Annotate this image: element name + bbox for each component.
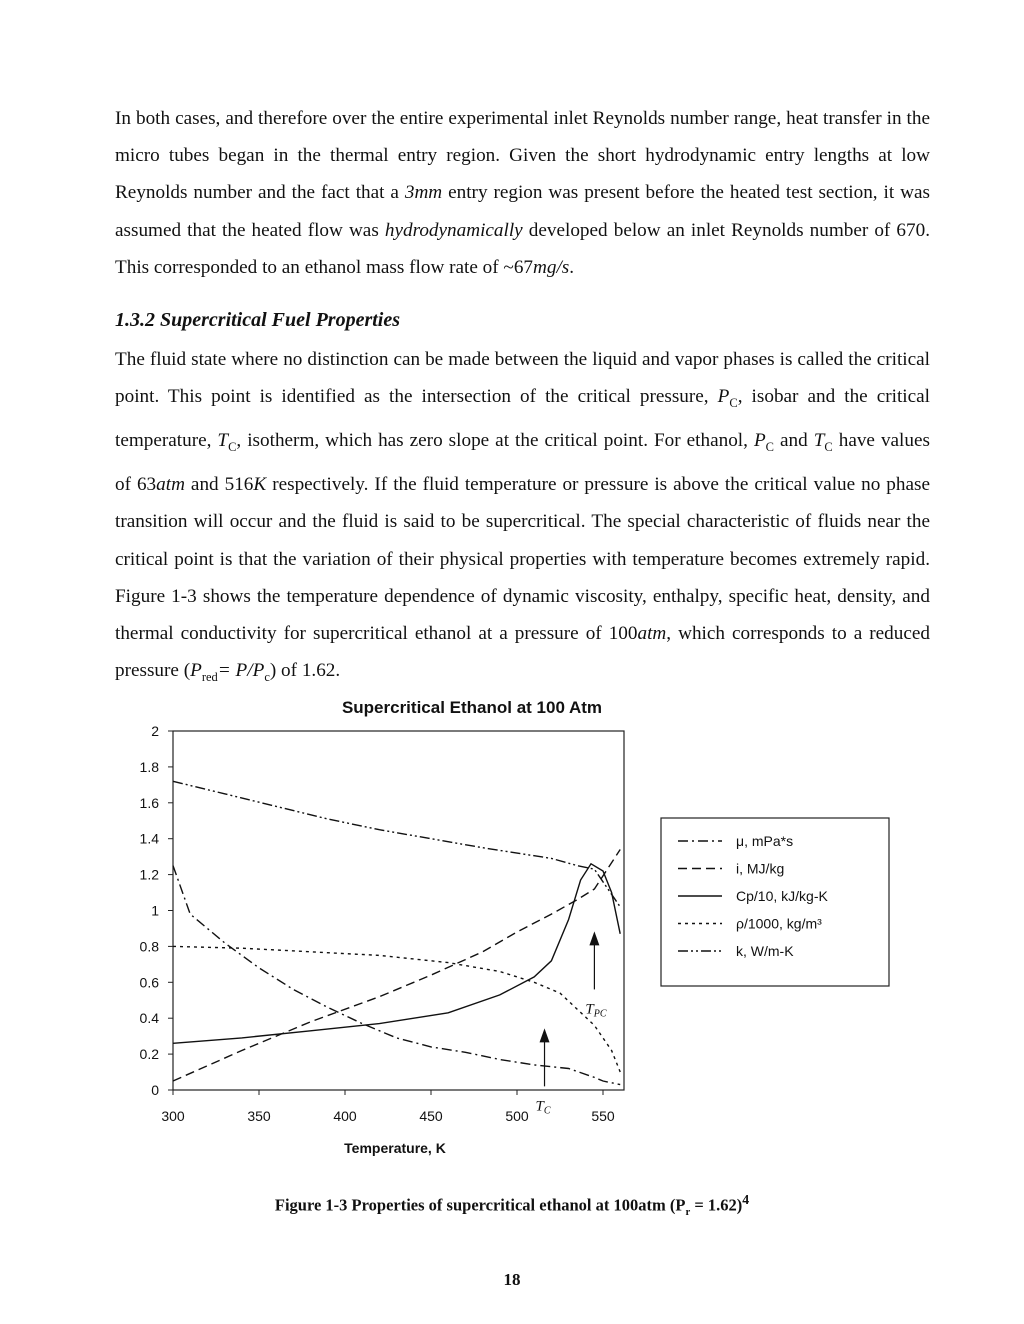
y-tick-label: 1: [151, 902, 159, 919]
arrow-head: [589, 931, 599, 945]
text: The fluid state where no distinction can be made between the liquid and vapor phases is called the critical point. This point is identified as the intersection of the critical pressure,: [115, 349, 930, 408]
subscript: c: [264, 670, 270, 685]
x-tick-label: 550: [591, 1108, 615, 1124]
subscript: C: [729, 396, 738, 411]
caption-superscript: 4: [742, 1192, 750, 1207]
symbol-tc: T: [813, 430, 825, 452]
text: , isobar and the critical temperature,: [115, 386, 930, 452]
annotation-label: $T_{PC}$: [585, 1001, 607, 1020]
unit: atm: [637, 623, 667, 645]
y-tick-label: 0.6: [139, 974, 159, 991]
y-tick-label: 0.4: [139, 1010, 159, 1027]
subscript: C: [228, 440, 237, 455]
symbol-pc: P: [717, 386, 730, 408]
caption-subscript: r: [685, 1205, 691, 1218]
x-tick-label: 500: [505, 1108, 529, 1124]
legend-label-0: μ, mPa*s: [736, 833, 794, 849]
x-tick-label: 400: [333, 1108, 357, 1124]
symbol-tc: T: [217, 430, 229, 452]
plot-frame: [173, 731, 624, 1090]
y-tick-label: 0.8: [139, 938, 159, 955]
text: entry region was present before the heated test section, it was assumed that the heated flow was: [115, 182, 930, 241]
symbol-p: P: [190, 660, 202, 682]
symbol-eq: = P/P: [217, 660, 265, 682]
section-heading: 1.3.2 Supercritical Fuel Properties: [115, 309, 400, 331]
unit: atm: [156, 474, 185, 496]
y-tick-label: 1.4: [139, 830, 159, 847]
text: developed below an inlet Reynolds number of 670. This corresponded to an ethanol mass flow rate of ~67: [115, 219, 930, 278]
y-tick-label: 0: [151, 1082, 159, 1098]
series-line-1: [173, 850, 620, 1082]
series-line-4: [173, 781, 620, 907]
y-tick-label: 2: [151, 723, 159, 739]
text-italic: hydrodynamically: [384, 219, 523, 241]
annotation-subscript: PC: [593, 1008, 607, 1020]
symbol-pc: P: [753, 430, 766, 452]
legend-label-1: i, MJ/kg: [736, 860, 785, 877]
figure-caption: [0, 1192, 1024, 1218]
arrow-head: [540, 1028, 550, 1042]
x-tick-label: 300: [161, 1108, 185, 1124]
legend-label-4: k, W/m-K: [736, 943, 794, 959]
text: .: [569, 256, 575, 278]
y-tick-label: 0.2: [139, 1046, 159, 1063]
subscript: red: [201, 670, 218, 685]
x-tick-label: 350: [247, 1108, 271, 1124]
caption-text: Figure 1-3 Properties of supercritical ethanol at 100atm (P: [274, 1195, 686, 1215]
text: and 516: [184, 474, 254, 496]
text: , which corresponds to a reduced pressure (: [115, 623, 930, 682]
x-tick-label: 450: [419, 1108, 443, 1124]
series-line-3: [173, 946, 620, 1072]
annotation-label: $T_C$: [535, 1098, 551, 1117]
subscript: C: [765, 440, 774, 455]
subscript: C: [824, 440, 833, 455]
page-number: 18: [503, 1270, 521, 1289]
text: and: [774, 430, 814, 452]
legend-label-2: Cp/10, kJ/kg-K: [736, 888, 828, 904]
caption-text: = 1.62): [690, 1195, 743, 1215]
legend-label-3: ρ/1000, kg/m³: [736, 915, 822, 932]
y-tick-label: 1.2: [139, 866, 159, 883]
text-italic: 3mm: [404, 182, 443, 204]
chart-title: Supercritical Ethanol at 100 Atm: [341, 698, 603, 717]
text: have values of 63: [115, 430, 930, 496]
y-tick-label: 1.8: [139, 758, 159, 775]
text: respectively. If the fluid temperature or pressure is above the critical value no phase transition will occur and the fluid is said to be supercritical. The special characteristic of fluids near the critical point is that the variation of their physical properties with temperature becomes extremely rapid. Figure 1-3 shows the temperature dependence of dynamic viscosity, enthalpy, specific heat, density, and thermal conductivity for supercritical ethanol at a pressure of 100: [115, 474, 930, 645]
unit: K: [253, 474, 267, 496]
text: In both cases, and therefore over the entire experimental inlet Reynolds number range, heat transfer in the micro tubes began in the thermal entry region. Given the short hydrodynamic entry lengths at low Reynolds number and the fact that a: [115, 108, 930, 204]
y-tick-label: 1.6: [139, 794, 159, 811]
text: ) of 1.62.: [269, 660, 341, 682]
text-italic: mg/s: [533, 256, 570, 278]
text: , isotherm, which has zero slope at the critical point. For ethanol,: [236, 430, 754, 452]
x-axis-label: Temperature, K: [344, 1140, 446, 1156]
annotation-subscript: C: [543, 1105, 551, 1117]
